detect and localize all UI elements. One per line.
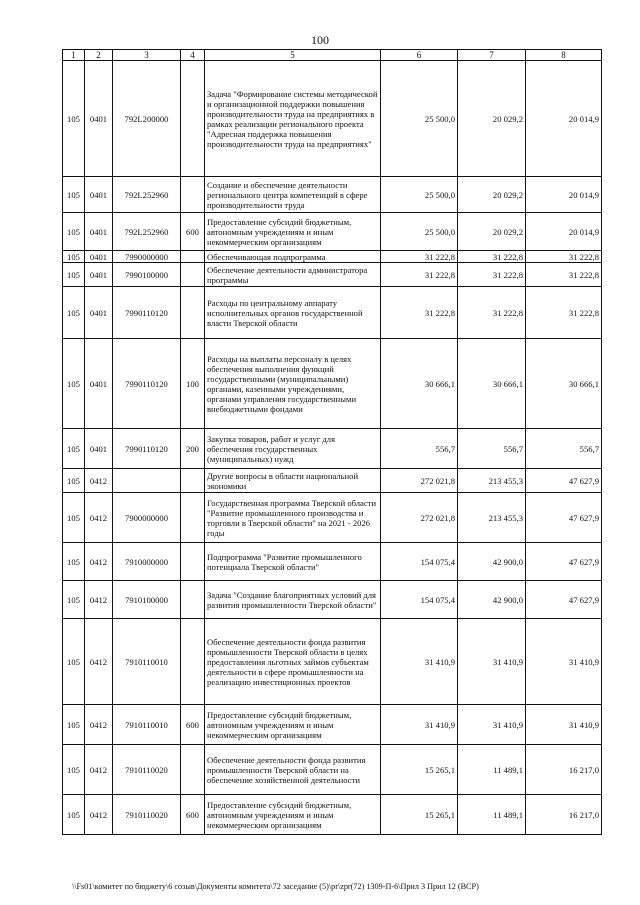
description-cell: Обеспечивающая подпрограмма <box>205 251 381 263</box>
amount-cell-7: 31 410,9 <box>458 619 526 705</box>
ministry-code-cell: 105 <box>63 469 85 493</box>
description-cell: Государственная программа Тверской области "Развитие промышленного производства и торговли в Тверской области" на 2021 - 2026 годы <box>205 493 381 543</box>
column-header: 2 <box>85 50 113 61</box>
description-cell: Закупка товаров, работ и услуг для обеспечения государственных (муниципальных) нужд <box>205 429 381 469</box>
table-row <box>63 251 602 263</box>
column-header: 6 <box>381 50 458 61</box>
amount-cell-8: 556,7 <box>526 429 602 469</box>
table-row <box>63 493 602 543</box>
section-code-cell: 0412 <box>85 469 113 493</box>
amount-cell-7: 11 489,1 <box>458 795 526 835</box>
column-header: 4 <box>181 50 205 61</box>
amount-cell-6: 31 410,9 <box>381 619 458 705</box>
expense-type-cell <box>181 745 205 795</box>
section-code-cell: 0401 <box>85 251 113 263</box>
column-header: 3 <box>113 50 181 61</box>
ministry-code-cell: 105 <box>63 213 85 251</box>
amount-cell-6: 15 265,1 <box>381 795 458 835</box>
amount-cell-8: 47 627,9 <box>526 581 602 619</box>
section-code-cell: 0401 <box>85 339 113 429</box>
amount-cell-8: 20 014,9 <box>526 61 602 177</box>
target-article-cell <box>113 469 181 493</box>
ministry-code-cell: 105 <box>63 705 85 745</box>
target-article-cell: 7990110120 <box>113 429 181 469</box>
amount-cell-7: 20 029,2 <box>458 61 526 177</box>
amount-cell-7: 42 900,0 <box>458 543 526 581</box>
column-header: 8 <box>526 50 602 61</box>
ministry-code-cell: 105 <box>63 543 85 581</box>
table-row <box>63 213 602 251</box>
amount-cell-8: 31 222,8 <box>526 263 602 287</box>
amount-cell-6: 31 222,8 <box>381 251 458 263</box>
amount-cell-8: 47 627,9 <box>526 543 602 581</box>
amount-cell-6: 31 410,9 <box>381 705 458 745</box>
amount-cell-8: 20 014,9 <box>526 213 602 251</box>
target-article-cell: 7990110120 <box>113 339 181 429</box>
amount-cell-8: 16 217,0 <box>526 795 602 835</box>
amount-cell-7: 213 455,3 <box>458 493 526 543</box>
target-article-cell: 7900000000 <box>113 493 181 543</box>
section-code-cell: 0412 <box>85 745 113 795</box>
section-code-cell: 0412 <box>85 581 113 619</box>
table-row <box>63 339 602 429</box>
section-code-cell: 0401 <box>85 287 113 339</box>
section-code-cell: 0412 <box>85 543 113 581</box>
amount-cell-7: 213 455,3 <box>458 469 526 493</box>
description-cell: Предоставление субсидий бюджетным, автономным учреждениям и иным некоммерческим организациям <box>205 795 381 835</box>
amount-cell-8: 20 014,9 <box>526 177 602 213</box>
amount-cell-8: 47 627,9 <box>526 493 602 543</box>
expense-type-cell: 600 <box>181 705 205 745</box>
description-cell: Обеспечение деятельности фонда развития промышленности Тверской области на обеспечение хозяйственной деятельности <box>205 745 381 795</box>
column-header: 5 <box>205 50 381 61</box>
amount-cell-7: 31 222,8 <box>458 251 526 263</box>
description-cell: Расходы по центральному аппарату исполнительных органов государственной власти Тверской области <box>205 287 381 339</box>
section-code-cell: 0412 <box>85 493 113 543</box>
amount-cell-7: 31 222,8 <box>458 287 526 339</box>
expense-type-cell <box>181 581 205 619</box>
table-row <box>63 745 602 795</box>
section-code-cell: 0401 <box>85 213 113 251</box>
description-cell: Предоставление субсидий бюджетным, автономным учреждениям и иным некоммерческим организациям <box>205 213 381 251</box>
description-cell: Подпрограмма "Развитие промышленного потенциала Тверской области" <box>205 543 381 581</box>
amount-cell-8: 30 666,1 <box>526 339 602 429</box>
table-row <box>63 581 602 619</box>
table-row <box>63 429 602 469</box>
description-cell: Создание и обеспечение деятельности регионального центра компетенций в сфере производительности труда <box>205 177 381 213</box>
target-article-cell: 7910000000 <box>113 543 181 581</box>
amount-cell-6: 154 075,4 <box>381 543 458 581</box>
target-article-cell: 7990110120 <box>113 287 181 339</box>
expense-type-cell <box>181 493 205 543</box>
amount-cell-6: 25 500,0 <box>381 213 458 251</box>
amount-cell-6: 15 265,1 <box>381 745 458 795</box>
ministry-code-cell: 105 <box>63 745 85 795</box>
target-article-cell: 7910110020 <box>113 745 181 795</box>
amount-cell-6: 25 500,0 <box>381 61 458 177</box>
table-row <box>63 177 602 213</box>
table-row <box>63 61 602 177</box>
budget-table <box>62 49 602 835</box>
header-row <box>63 50 602 61</box>
column-header: 7 <box>458 50 526 61</box>
section-code-cell: 0401 <box>85 263 113 287</box>
ministry-code-cell: 105 <box>63 493 85 543</box>
table-row <box>63 619 602 705</box>
ministry-code-cell: 105 <box>63 339 85 429</box>
ministry-code-cell: 105 <box>63 795 85 835</box>
amount-cell-8: 31 410,9 <box>526 619 602 705</box>
section-code-cell: 0401 <box>85 61 113 177</box>
section-code-cell: 0401 <box>85 177 113 213</box>
amount-cell-7: 31 222,8 <box>458 263 526 287</box>
expense-type-cell <box>181 263 205 287</box>
amount-cell-6: 154 075,4 <box>381 581 458 619</box>
amount-cell-6: 556,7 <box>381 429 458 469</box>
target-article-cell: 7910110010 <box>113 705 181 745</box>
description-cell: Предоставление субсидий бюджетным, автономным учреждениям и иным некоммерческим организациям <box>205 705 381 745</box>
amount-cell-8: 31 222,8 <box>526 251 602 263</box>
section-code-cell: 0412 <box>85 619 113 705</box>
expense-type-cell <box>181 251 205 263</box>
expense-type-cell <box>181 177 205 213</box>
expense-type-cell <box>181 287 205 339</box>
amount-cell-7: 42 900,0 <box>458 581 526 619</box>
amount-cell-7: 20 029,2 <box>458 177 526 213</box>
target-article-cell: 792L200000 <box>113 61 181 177</box>
ministry-code-cell: 105 <box>63 619 85 705</box>
description-cell: Задача "Формирование системы методической и организационной поддержки повышения производительности труда на предприятиях в рамках реализации регионального проекта "Адресная поддержка повышения производительности труда на предприятиях" <box>205 61 381 177</box>
column-header: 1 <box>63 50 85 61</box>
description-cell: Обеспечение деятельности фонда развития промышленности Тверской области в целях предоставления льготных займов субъектам деятельности в сфере промышленности на реализацию инвестиционных проектов <box>205 619 381 705</box>
target-article-cell: 7990000000 <box>113 251 181 263</box>
ministry-code-cell: 105 <box>63 581 85 619</box>
table-row <box>63 543 602 581</box>
ministry-code-cell: 105 <box>63 251 85 263</box>
target-article-cell: 792L252960 <box>113 177 181 213</box>
expense-type-cell <box>181 543 205 581</box>
amount-cell-8: 16 217,0 <box>526 745 602 795</box>
amount-cell-6: 31 222,8 <box>381 263 458 287</box>
target-article-cell: 792L252960 <box>113 213 181 251</box>
expense-type-cell: 200 <box>181 429 205 469</box>
expense-type-cell: 600 <box>181 795 205 835</box>
table-row <box>63 469 602 493</box>
page-number: 100 <box>311 33 329 47</box>
amount-cell-7: 20 029,2 <box>458 213 526 251</box>
expense-type-cell: 100 <box>181 339 205 429</box>
target-article-cell: 7910110010 <box>113 619 181 705</box>
amount-cell-7: 556,7 <box>458 429 526 469</box>
expense-type-cell <box>181 61 205 177</box>
ministry-code-cell: 105 <box>63 429 85 469</box>
expense-type-cell: 600 <box>181 213 205 251</box>
section-code-cell: 0412 <box>85 795 113 835</box>
table-row <box>63 263 602 287</box>
ministry-code-cell: 105 <box>63 263 85 287</box>
ministry-code-cell: 105 <box>63 287 85 339</box>
table-row <box>63 287 602 339</box>
expense-type-cell <box>181 619 205 705</box>
amount-cell-6: 30 666,1 <box>381 339 458 429</box>
description-cell: Обеспечение деятельности администратора программы <box>205 263 381 287</box>
description-cell: Расходы на выплаты персоналу в целях обеспечения выполнения функций государственными (муниципальными) органами, казенными учреждениями, органами управления государственными внебюджетными фондами <box>205 339 381 429</box>
amount-cell-6: 25 500,0 <box>381 177 458 213</box>
section-code-cell: 0412 <box>85 705 113 745</box>
table-row <box>63 705 602 745</box>
target-article-cell: 7910100000 <box>113 581 181 619</box>
section-code-cell: 0401 <box>85 429 113 469</box>
amount-cell-6: 272 021,8 <box>381 493 458 543</box>
description-cell: Другие вопросы в области национальной экономики <box>205 469 381 493</box>
description-cell: Задача "Создание благоприятных условий для развития промышленности Тверской области" <box>205 581 381 619</box>
expense-type-cell <box>181 469 205 493</box>
amount-cell-6: 272 021,8 <box>381 469 458 493</box>
amount-cell-8: 31 410,9 <box>526 705 602 745</box>
amount-cell-7: 31 410,9 <box>458 705 526 745</box>
ministry-code-cell: 105 <box>63 61 85 177</box>
amount-cell-7: 11 489,1 <box>458 745 526 795</box>
amount-cell-8: 31 222,8 <box>526 287 602 339</box>
amount-cell-6: 31 222,8 <box>381 287 458 339</box>
amount-cell-7: 30 666,1 <box>458 339 526 429</box>
target-article-cell: 7990100000 <box>113 263 181 287</box>
target-article-cell: 7910110020 <box>113 795 181 835</box>
file-path-footer: \\Fs01\комитет по бюджету\6 созыв\Документы комитета\72 заседание (5)\pr\zpr(72) 1309-П-6\Прил 3 Прил 12 (ВСР) <box>72 882 479 891</box>
table-row <box>63 795 602 835</box>
amount-cell-8: 47 627,9 <box>526 469 602 493</box>
ministry-code-cell: 105 <box>63 177 85 213</box>
